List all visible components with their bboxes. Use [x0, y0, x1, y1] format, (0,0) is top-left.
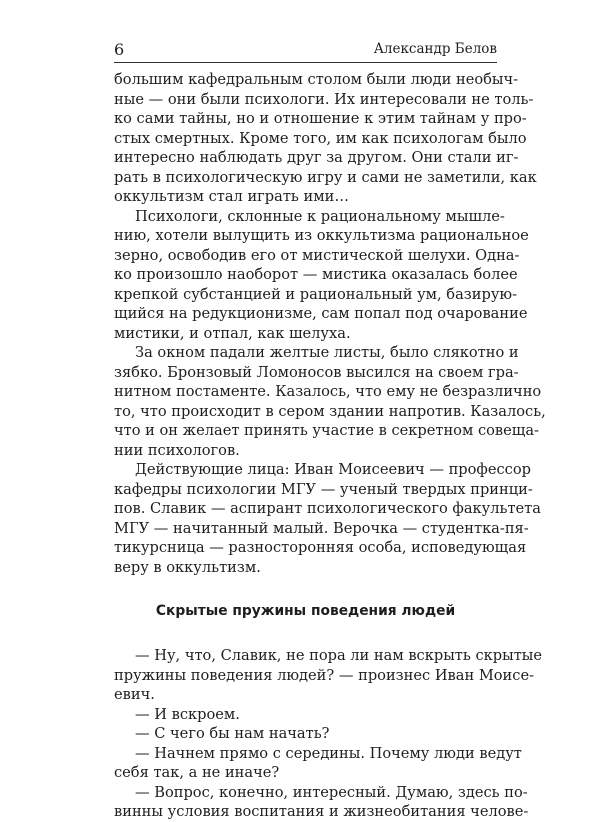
running-header	[114, 36, 497, 63]
page-number: 6	[114, 40, 125, 59]
text-line: интересно наблюдать друг за другом. Они стали иг-	[114, 149, 519, 166]
text-line: ко произошло наоборот — мистика оказалась более	[114, 266, 518, 283]
paragraph	[114, 343, 546, 460]
text-line: ко сами тайны, но и отношение к этим тайнам у про-	[114, 110, 527, 127]
text-line: — Ну, что, Славик, не пора ли нам вскрыть скрытые	[135, 647, 543, 664]
text-line: тикурсница — разносторонняя особа, исповедующая	[114, 539, 527, 556]
text-line: пов. Славик — аспирант психологического факультета	[114, 500, 541, 517]
text-line: евич.	[114, 686, 155, 703]
text-line: нию, хотели вылущить из оккультизма рациональное	[114, 227, 529, 244]
text-line: себя так, а не иначе?	[114, 764, 280, 781]
text-line: нии психологов.	[114, 441, 240, 459]
text-line: МГУ — начитанный малый. Верочка — студентка-пя-	[114, 519, 529, 537]
text-line: рать в психологическую игру и сами не заметили, как	[114, 168, 537, 186]
text-line: стых смертных. Кроме того, им как психологам было	[114, 129, 527, 147]
dialogue-line	[114, 646, 543, 705]
text-line: кафедры психологии МГУ — ученый твердых принци-	[114, 480, 533, 498]
text-line: веру в оккультизм.	[114, 558, 261, 576]
text-line: Действующие лица: Иван Моисеевич — профессор	[135, 461, 531, 478]
text-line: зерно, освободив его от мистической шелухи. Одна-	[114, 246, 520, 264]
dialogue-line	[114, 744, 522, 783]
text-line: зябко. Бронзовый Ломоносов высился на своем гра-	[114, 363, 519, 381]
text-line: — Вопрос, конечно, интересный. Думаю, здесь по-	[135, 783, 528, 801]
text-line: то, что происходит в сером здании напротив. Казалось,	[114, 402, 546, 420]
paragraph	[114, 207, 529, 344]
text-line: За окном падали желтые листы, было слякотно и	[135, 344, 519, 361]
text-line: — Начнем прямо с середины. Почему люди ведут	[135, 744, 522, 762]
text-line: крепкой субстанцией и рациональный ум, базирую-	[114, 285, 518, 303]
text-line: что и он желает принять участие в секретном совеща-	[114, 422, 539, 439]
text-line: мистики, и отпал, как шелуха.	[114, 324, 351, 342]
dialogue-line	[114, 783, 529, 822]
paragraph	[114, 460, 541, 577]
page-body	[114, 70, 546, 822]
text-line: большим кафедральным столом были люди необыч-	[114, 71, 519, 88]
text-line: винны условия воспитания и жизнеобитания челове-	[114, 803, 529, 820]
running-author: Александр Белов	[373, 41, 497, 57]
text-line: щийся на редукционизме, сам попал под очарование	[114, 305, 528, 322]
text-line: пружины поведения людей? — произнес Иван Моисе-	[114, 666, 535, 684]
text-line: ные — они были психологи. Их интересовали не толь-	[114, 90, 534, 108]
dialogue-line: — С чего бы нам начать?	[135, 725, 330, 742]
dialogue-line: — И вскроем.	[135, 705, 240, 723]
text-line: Психологи, склонные к рациональному мышле-	[135, 207, 505, 225]
paragraph	[114, 70, 537, 207]
text-line: оккультизм стал играть ими…	[114, 188, 349, 205]
text-line: нитном постаменте. Казалось, что ему не безразлично	[114, 383, 542, 400]
section-heading: Скрытые пружины поведения людей	[155, 603, 456, 619]
